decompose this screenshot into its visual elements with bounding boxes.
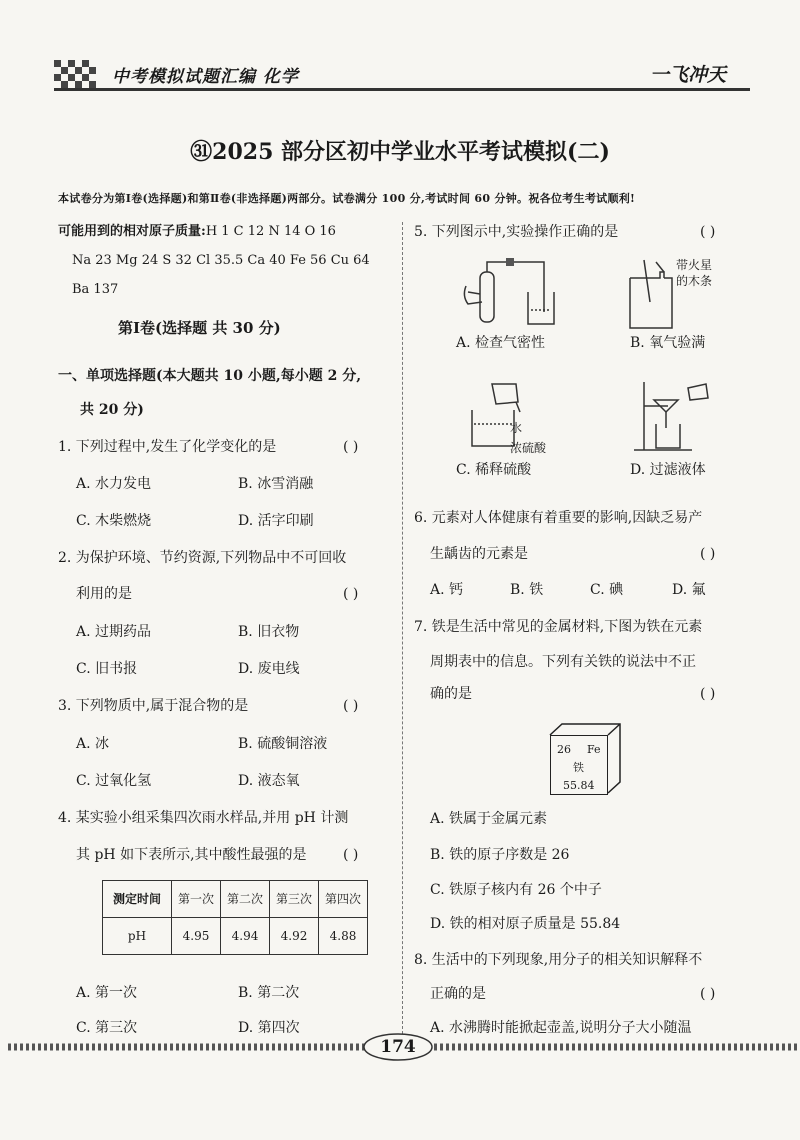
q8-answer-paren[interactable]: ( ) [700,986,716,1002]
q7-stem-cont: 周期表中的信息。下列有关铁的说法中不正 [430,654,696,670]
ph-table-header: 第三次 [270,881,319,918]
ph-table-header-row [103,881,368,918]
oxygen-bottle-icon [620,258,680,332]
q3-option-c: C. 过氧化氢 [76,773,152,789]
element-name: 铁 [573,761,584,774]
page-number: 174 [380,1037,416,1057]
q6-stem-cont: 生龋齿的元素是 [430,546,528,562]
q1-option-b: B. 冰雪消融 [238,476,314,492]
q1-stem: 1. 下列过程中,发生了化学变化的是 [58,439,277,455]
atomic-mass-line1: H 1 C 12 N 14 O 16 [205,224,336,239]
splint-label-cont: 的木条 [676,274,713,288]
q6-stem: 6. 元素对人体健康有着重要的影响,因缺乏易产 [414,510,703,526]
q2-option-d: D. 废电线 [238,661,300,677]
q2-stem-cont: 利用的是 [76,586,132,602]
atomic-mass-line3: Ba 137 [72,282,119,297]
q3-answer-paren[interactable]: ( ) [343,698,359,714]
q4-stem-cont: 其 pH 如下表所示,其中酸性最强的是 [76,847,307,863]
element-number: 26 [557,743,571,756]
q7-option-c: C. 铁原子核内有 26 个中子 [430,882,602,898]
q7-stem-cont2: 确的是 [430,686,472,702]
q2-option-b: B. 旧衣物 [238,624,300,640]
section1-title: 第Ⅰ卷(选择题 共 30 分) [118,319,281,337]
q7-stem: 7. 铁是生活中常见的金属材料,下图为铁在元素 [414,619,703,635]
ph-table-row [103,918,368,955]
q3-option-d: D. 液态氧 [238,773,300,789]
q3-stem: 3. 下列物质中,属于混合物的是 [58,698,249,714]
element-symbol: Fe [587,743,601,756]
element-card [550,735,608,795]
q5-answer-paren[interactable]: ( ) [700,224,716,240]
water-label: 水 [510,421,523,435]
ph-table-header: 第一次 [172,881,221,918]
element-mass: 55.84 [563,779,595,792]
q5-option-b: B. 氧气验满 [630,335,706,351]
q2-answer-paren[interactable]: ( ) [343,586,359,602]
q4-option-a: A. 第一次 [76,985,138,1001]
ph-table-cell: 4.92 [270,918,319,955]
ph-table-cell: 4.95 [172,918,221,955]
column-divider [402,222,403,1034]
q4-option-b: B. 第二次 [238,985,300,1001]
q1-option-d: D. 活字印刷 [238,513,314,529]
exam-title: ㉛2025 部分区初中学业水平考试模拟(二) [190,139,610,165]
q6-option-d: D. 氟 [672,582,706,598]
q5-option-d: D. 过滤液体 [630,462,706,478]
header-brand: 一飞冲天 [650,64,727,86]
section1-instruction: 一、单项选择题(本大题共 10 小题,每小题 2 分, [58,368,362,384]
q2-option-a: A. 过期药品 [76,624,152,640]
q8-option-a: A. 水沸腾时能掀起壶盖,说明分子大小随温 [430,1020,692,1036]
q2-stem: 2. 为保护环境、节约资源,下列物品中不可回收 [58,550,347,566]
header-rule [54,88,750,91]
ph-table [102,880,368,955]
q5-stem: 5. 下列图示中,实验操作正确的是 [414,224,619,240]
q6-option-c: C. 碘 [590,582,624,598]
q6-answer-paren[interactable]: ( ) [700,546,716,562]
ph-table-header: 第二次 [221,881,270,918]
ph-table-cell: 4.88 [319,918,368,955]
q6-option-b: B. 铁 [510,582,544,598]
q1-answer-paren[interactable]: ( ) [343,439,359,455]
exam-note: 本试卷分为第Ⅰ卷(选择题)和第Ⅱ卷(非选择题)两部分。试卷满分 100 分,考试时间 60 分钟。祝各位考生考试顺利! [58,192,636,205]
q4-option-c: C. 第三次 [76,1020,138,1036]
ph-table-header: 第四次 [319,881,368,918]
q7-option-d: D. 铁的相对原子质量是 55.84 [430,916,621,932]
q8-stem-cont: 正确的是 [430,986,486,1002]
q7-option-b: B. 铁的原子序数是 26 [430,847,570,863]
q4-stem: 4. 某实验小组采集四次雨水样品,并用 pH 计测 [58,810,349,826]
q7-answer-paren[interactable]: ( ) [700,686,716,702]
ph-table-header: 测定时间 [103,881,172,918]
section1-instruction-cont: 共 20 分) [80,402,144,418]
header-title: 中考模拟试题汇编 化学 [112,67,299,87]
q4-option-d: D. 第四次 [238,1020,300,1036]
splint-label: 带火星 [676,258,713,272]
q5-option-a: A. 检查气密性 [456,335,546,351]
q4-answer-paren[interactable]: ( ) [343,847,359,863]
q1-option-c: C. 木柴燃烧 [76,513,152,529]
q3-option-b: B. 硫酸铜溶液 [238,736,328,752]
atomic-mass-line2: Na 23 Mg 24 S 32 Cl 35.5 Ca 40 Fe 56 Cu 64 [72,253,370,268]
q5-option-c: C. 稀释硫酸 [456,462,532,478]
acid-label: 浓硫酸 [510,441,547,455]
q8-stem: 8. 生活中的下列现象,用分子的相关知识解释不 [414,952,703,968]
airtightness-check-icon [458,252,558,332]
atomic-mass-label: 可能用到的相对原子质量: [58,224,206,239]
ph-table-row-label: pH [103,918,172,955]
q3-option-a: A. 冰 [76,736,110,752]
q7-option-a: A. 铁属于金属元素 [430,811,548,827]
q6-option-a: A. 钙 [430,582,464,598]
q1-option-a: A. 水力发电 [76,476,152,492]
filtration-stand-icon [632,378,714,456]
ph-table-cell: 4.94 [221,918,270,955]
q2-option-c: C. 旧书报 [76,661,138,677]
